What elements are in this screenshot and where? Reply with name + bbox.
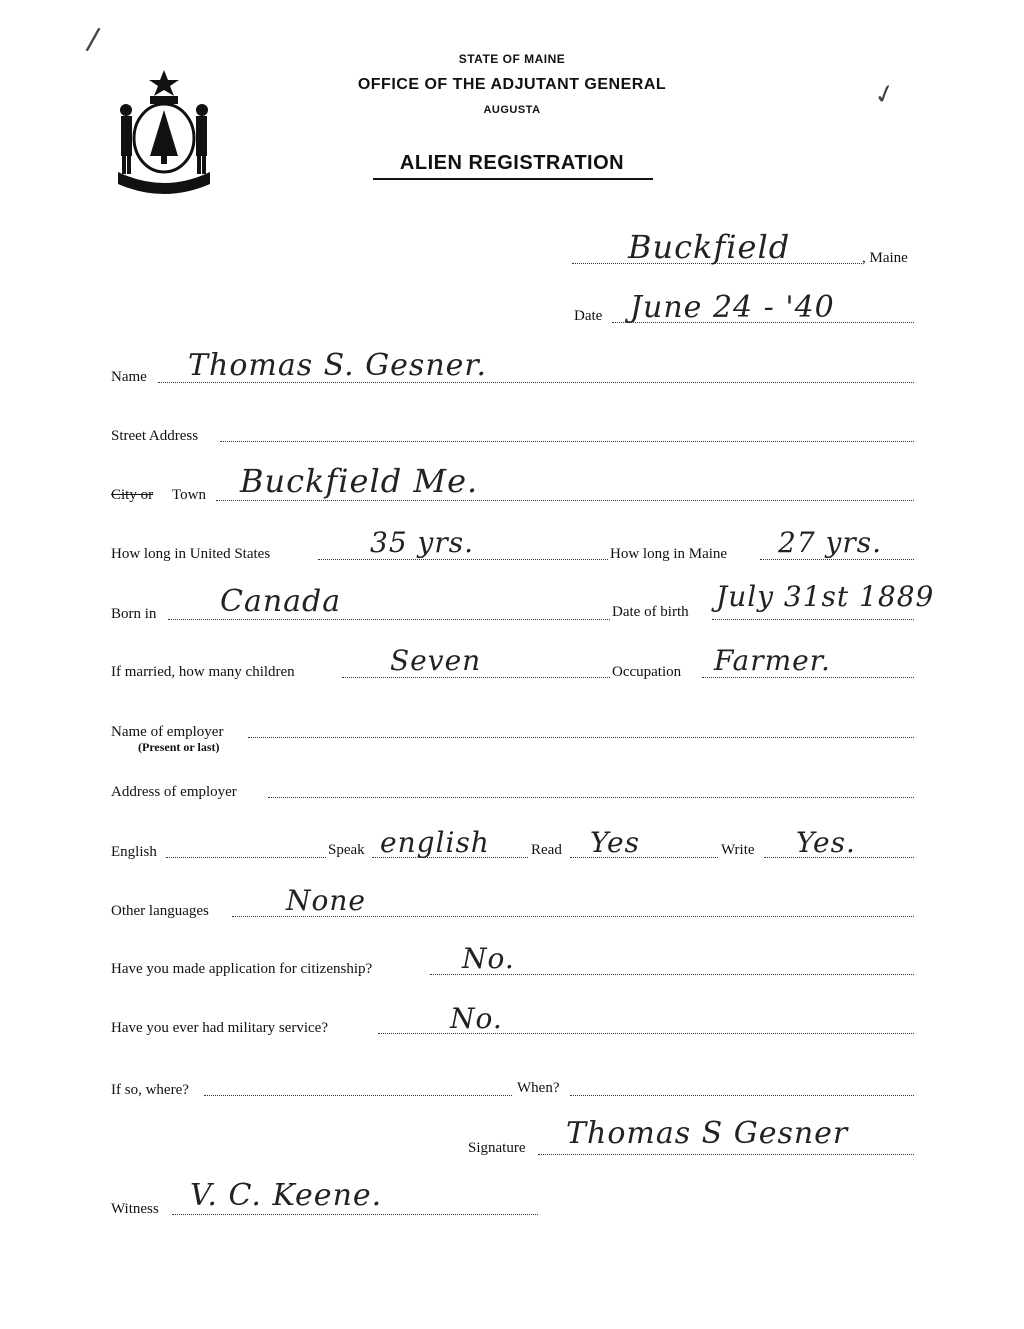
born-in-line xyxy=(168,619,610,620)
speak-value: english xyxy=(380,826,490,859)
check-mark: ✓ xyxy=(870,77,900,113)
employer-name-label: Name of employer xyxy=(111,724,224,740)
read-value: Yes xyxy=(590,826,640,859)
form-title: ALIEN REGISTRATION xyxy=(399,152,625,174)
how-long-us-label: How long in United States xyxy=(111,546,271,562)
english-line xyxy=(166,857,326,858)
children-label: If married, how many children xyxy=(111,664,295,680)
english-label: English xyxy=(111,844,157,860)
citizenship-value: No. xyxy=(462,942,515,975)
town-value: Buckfield Me. xyxy=(240,462,479,500)
date-of-birth-value: July 31st 1889 xyxy=(716,580,935,613)
town-header-value: Buckfield xyxy=(628,228,791,266)
employer-address-label: Address of employer xyxy=(111,784,237,800)
employer-address-line xyxy=(268,797,914,798)
if-so-where-line xyxy=(204,1095,512,1096)
witness-line xyxy=(172,1214,538,1215)
read-label: Read xyxy=(531,842,562,858)
date-of-birth-line xyxy=(712,619,914,620)
witness-value: V. C. Keene. xyxy=(190,1178,383,1213)
when-line xyxy=(570,1095,914,1096)
when-label: When? xyxy=(517,1080,560,1096)
other-languages-label: Other languages xyxy=(111,903,209,919)
if-so-where-label: If so, where? xyxy=(111,1082,189,1098)
employer-name-note: (Present or last) xyxy=(138,740,220,754)
write-label: Write xyxy=(721,842,755,858)
date-of-birth-label: Date of birth xyxy=(612,604,689,620)
how-long-maine-label: How long in Maine xyxy=(610,546,728,562)
street-address-label: Street Address xyxy=(111,428,199,444)
how-long-maine-value: 27 yrs. xyxy=(778,526,883,559)
how-long-us-line xyxy=(318,559,608,560)
children-value: Seven xyxy=(390,644,482,677)
form-title-underline xyxy=(373,178,653,180)
header-city: AUGUSTA xyxy=(483,104,541,116)
name-value: Thomas S. Gesner. xyxy=(188,348,487,383)
how-long-maine-line xyxy=(760,559,914,560)
signature-line xyxy=(538,1154,914,1155)
city-label-struck: City or xyxy=(111,487,154,503)
maine-label: , Maine xyxy=(862,250,908,266)
occupation-label: Occupation xyxy=(612,664,682,680)
header-state: STATE OF MAINE xyxy=(458,52,566,66)
born-in-label: Born in xyxy=(111,606,157,622)
citizenship-label: Have you made application for citizenship? xyxy=(111,961,373,977)
military-label: Have you ever had military service? xyxy=(111,1020,328,1036)
town-label: Town xyxy=(172,487,206,503)
date-label: Date xyxy=(574,308,603,324)
town-line xyxy=(216,500,914,501)
write-value: Yes. xyxy=(796,826,856,859)
street-address-line xyxy=(220,441,914,442)
military-value: No. xyxy=(450,1002,503,1035)
employer-name-line xyxy=(248,737,914,738)
signature-value: Thomas S Gesner xyxy=(566,1116,849,1151)
date-value: June 24 - '40 xyxy=(630,290,835,325)
witness-label: Witness xyxy=(111,1201,159,1217)
signature-label: Signature xyxy=(468,1140,526,1156)
seal-banner-text: MAINE xyxy=(147,173,181,184)
speak-label: Speak xyxy=(328,842,365,858)
occupation-line xyxy=(702,677,914,678)
name-label: Name xyxy=(111,369,147,385)
how-long-us-value: 35 yrs. xyxy=(370,526,475,559)
other-languages-value: None xyxy=(286,884,366,917)
header-office: OFFICE OF THE ADJUTANT GENERAL xyxy=(357,76,667,93)
occupation-value: Farmer. xyxy=(714,644,831,677)
corner-pencil-mark: / xyxy=(84,21,102,58)
born-in-value: Canada xyxy=(220,584,342,619)
children-line xyxy=(342,677,610,678)
